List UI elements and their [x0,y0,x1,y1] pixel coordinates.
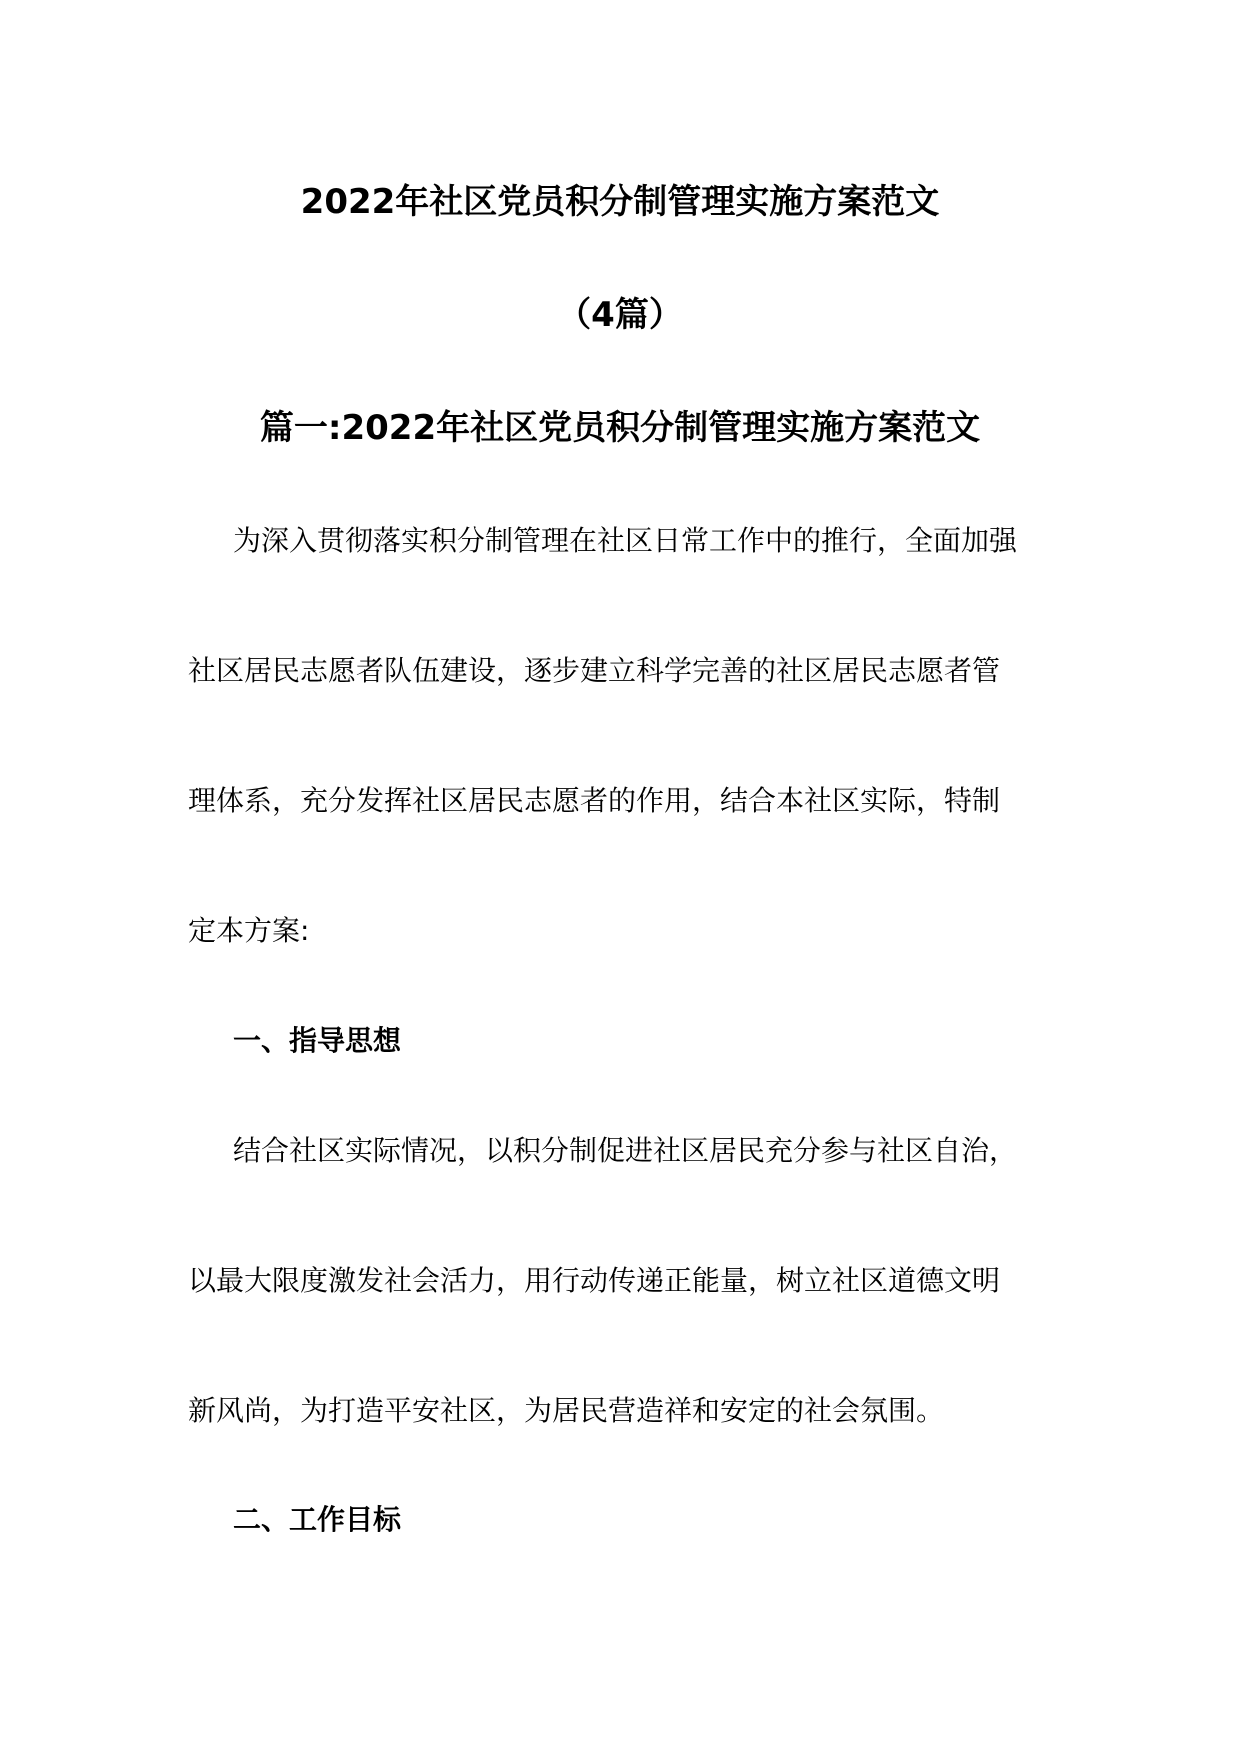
heading-guiding-ideology: 一、指导思想 [233,1024,402,1057]
paragraph-line: 新风尚，为打造平安社区，为居民营造祥和安定的社会氛围。 [188,1394,945,1427]
paragraph-line: 为深入贯彻落实积分制管理在社区日常工作中的推行，全面加强 [233,524,1018,557]
paragraph-line: 理体系，充分发挥社区居民志愿者的作用，结合本社区实际，特制 [188,784,1001,817]
paragraph-line: 定本方案: [188,914,310,947]
paragraph-line: 社区居民志愿者队伍建设，逐步建立科学完善的社区居民志愿者管 [188,654,1001,687]
section-title: 篇一:2022年社区党员积分制管理实施方案范文 [259,408,981,448]
paragraph-line: 结合社区实际情况，以积分制促进社区居民充分参与社区自治， [233,1134,1018,1167]
paragraph-line: 以最大限度激发社会活力，用行动传递正能量，树立社区道德文明 [188,1264,1001,1297]
document-subtitle: （4篇） [557,295,683,335]
document-title: 2022年社区党员积分制管理实施方案范文 [300,182,940,222]
heading-work-goals: 二、工作目标 [233,1503,402,1536]
